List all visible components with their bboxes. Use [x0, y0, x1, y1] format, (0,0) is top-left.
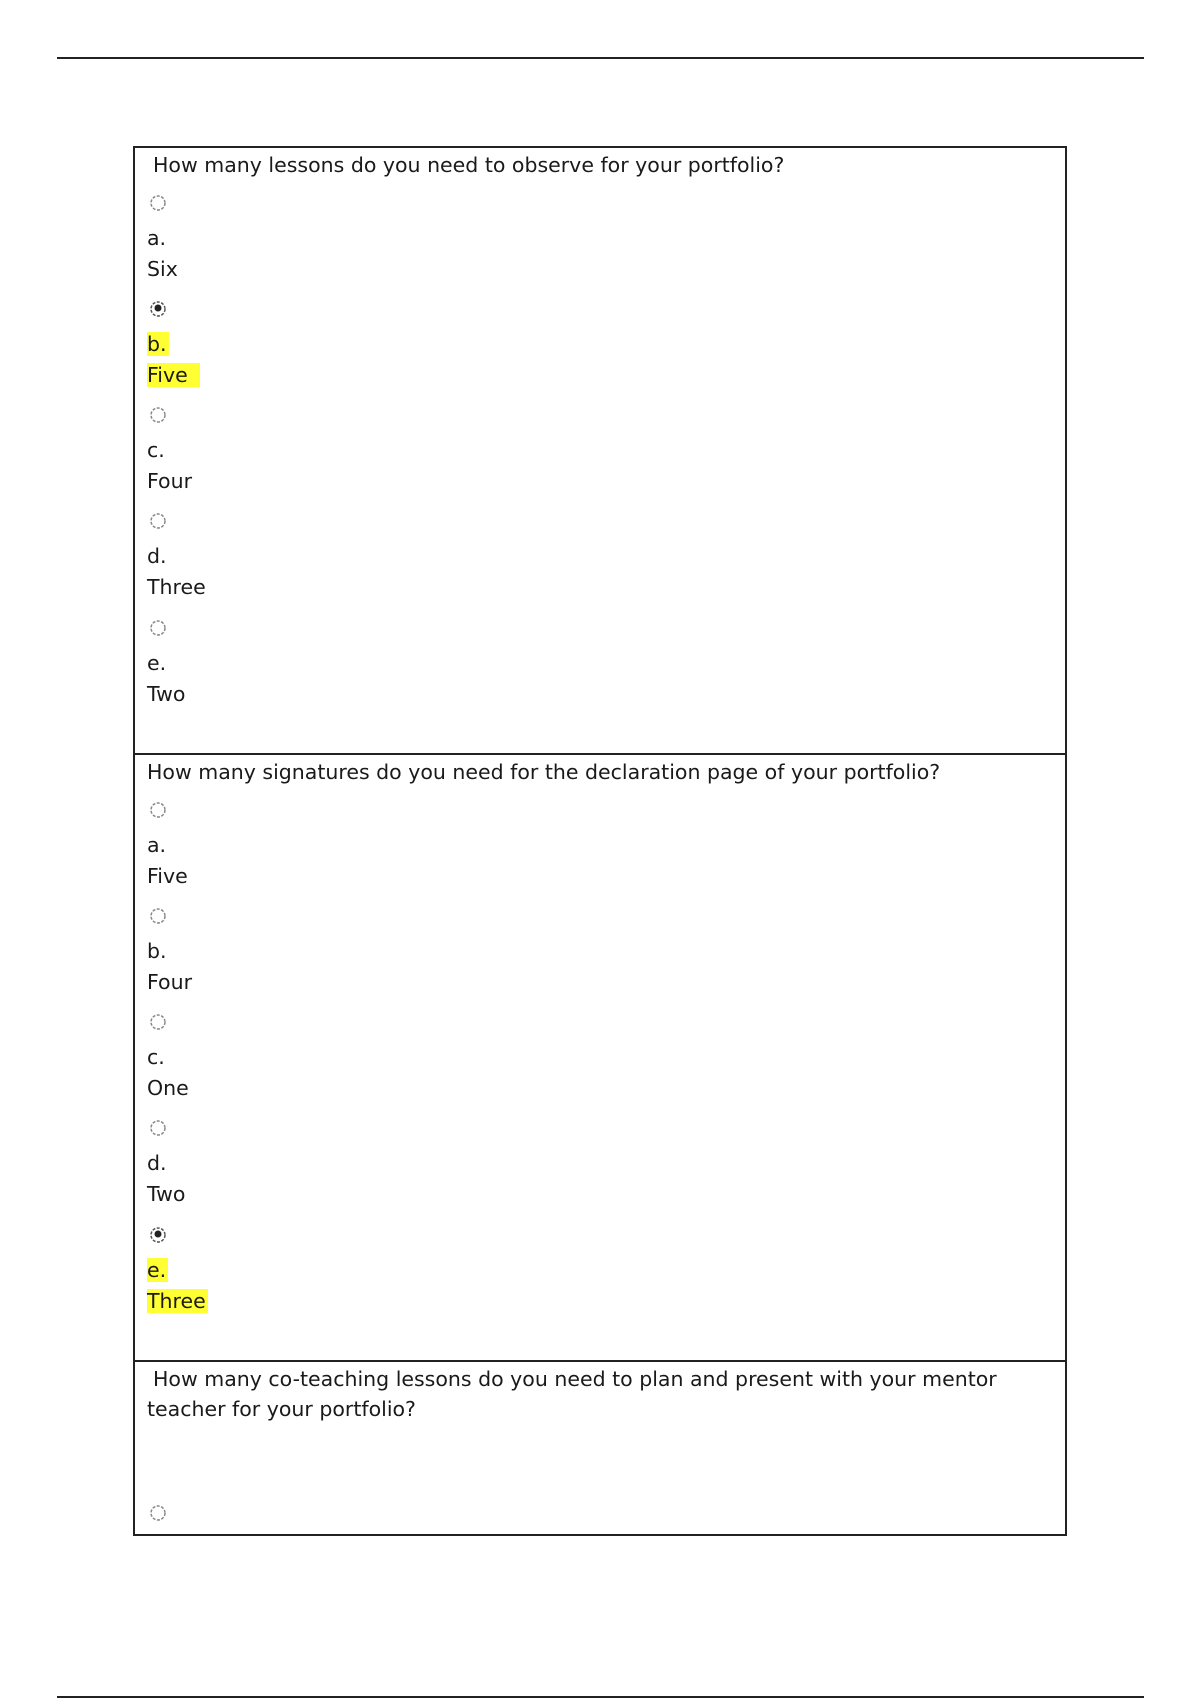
- q2-option-e[interactable]: [147, 1226, 1025, 1317]
- radio-unselected-icon[interactable]: [149, 907, 167, 925]
- question-2-text: How many signatures do you need for the declaration page of your portfolio?: [147, 760, 941, 784]
- option-label: Three: [147, 575, 206, 599]
- q2-option-b[interactable]: [147, 907, 1025, 998]
- option-label-selected: Three: [147, 1289, 206, 1313]
- question-1: [135, 148, 1065, 755]
- option-letter: e.: [147, 651, 167, 675]
- q1-option-c[interactable]: [147, 406, 1025, 497]
- q1-option-d[interactable]: [147, 512, 1025, 603]
- q1-option-b[interactable]: [147, 300, 1025, 391]
- option-letter: d.: [147, 1151, 167, 1175]
- q2-option-a[interactable]: [147, 801, 1025, 892]
- radio-unselected-icon[interactable]: [149, 512, 167, 530]
- radio-unselected-icon[interactable]: [149, 619, 167, 637]
- radio-unselected-icon[interactable]: [149, 1013, 167, 1031]
- q3-option-a[interactable]: [147, 1504, 1025, 1522]
- radio-selected-icon[interactable]: [149, 300, 167, 318]
- option-letter: c.: [147, 1045, 165, 1069]
- radio-selected-icon[interactable]: [149, 1226, 167, 1244]
- option-label: One: [147, 1076, 189, 1100]
- header-rule: [57, 57, 1144, 59]
- question-3: [135, 1362, 1065, 1534]
- option-letter: e.: [147, 1258, 167, 1282]
- quiz-table: [133, 146, 1067, 1536]
- question-2: [135, 755, 1065, 1362]
- radio-unselected-icon[interactable]: [149, 194, 167, 212]
- option-letter: b.: [147, 332, 167, 356]
- option-label: Four: [147, 469, 193, 493]
- option-letter: b.: [147, 939, 167, 963]
- option-label: Two: [147, 682, 186, 706]
- question-3-text: How many co-teaching lessons do you need to plan and present with your mentor teacher for your portfolio?: [147, 1367, 1004, 1421]
- q2-option-d[interactable]: [147, 1119, 1025, 1210]
- option-label: Six: [147, 257, 178, 281]
- q2-option-c[interactable]: [147, 1013, 1025, 1104]
- option-label: Four: [147, 970, 193, 994]
- radio-unselected-icon[interactable]: [149, 801, 167, 819]
- option-label: Two: [147, 1182, 186, 1206]
- option-letter: c.: [147, 438, 165, 462]
- footer-rule: [57, 1696, 1144, 1698]
- option-letter: a.: [147, 833, 167, 857]
- radio-unselected-icon[interactable]: [149, 406, 167, 424]
- option-letter: a.: [147, 226, 167, 250]
- option-label-selected: Five: [147, 363, 200, 387]
- q1-option-e[interactable]: [147, 619, 1025, 710]
- option-letter: d.: [147, 544, 167, 568]
- radio-unselected-icon[interactable]: [149, 1119, 167, 1137]
- q1-option-a[interactable]: [147, 194, 1025, 285]
- question-1-text: How many lessons do you need to observe for your portfolio?: [153, 153, 785, 177]
- option-label: Five: [147, 864, 188, 888]
- radio-unselected-icon[interactable]: [149, 1504, 167, 1522]
